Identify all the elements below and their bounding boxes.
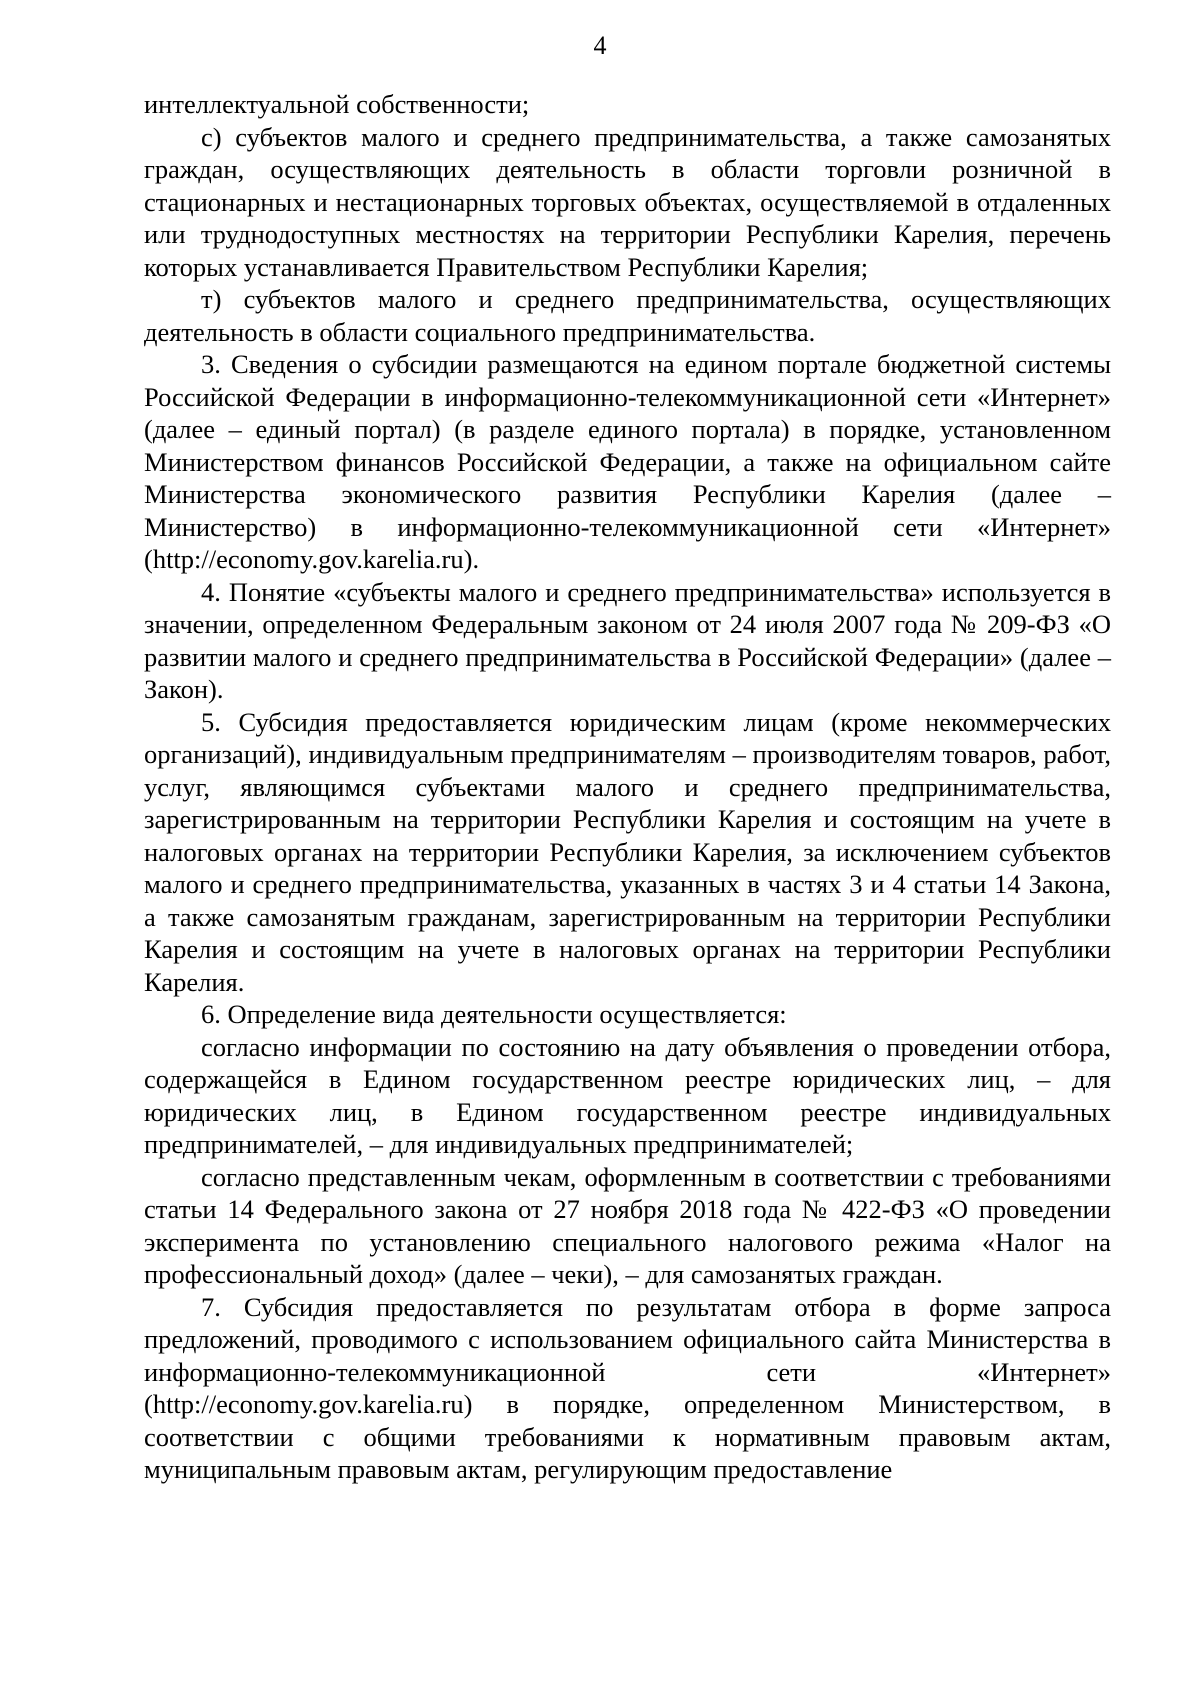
paragraph-5: 5. Субсидия предоставляется юридическим лицам (кроме некоммерческих организаций), индивидуальным предпринимателям – производителям товаров, работ, услуг, являющимся субъектами малого и среднего предпринимательства, зарегистрированным на территории Республики Карелия и состоящим на учете в налоговых органах на территории Республики Карелия, за исключением субъектов малого и среднего предпринимательства, указанных в частях 3 и 4 статьи 14 Закона, а также самозанятым гражданам, зарегистрированным на территории Республики Карелия и состоящим на учете в налоговых органах на территории Республики Карелия. bbox=[144, 706, 1111, 997]
paragraph-7: 7. Субсидия предоставляется по результатам отбора в форме запроса предложений, проводимого с использованием официального сайта Министерства в информационно-телекоммуникационной сети «Интернет» (http://economy.gov.karelia.ru) в порядке, определенном Министерством, в соответствии с общими требованиями к нормативным правовым актам, муниципальным правовым актам, регулирующим предоставление bbox=[144, 1291, 1111, 1484]
paragraph-3: 3. Сведения о субсидии размещаются на едином портале бюджетной системы Российской Федерации в информационно-телекоммуникационной сети «Интернет» (далее – единый портал) (в разделе единого портала) в порядке, установленном Министерством финансов Российской Федерации, а также на официальном сайте Министерства экономического развития Республики Карелия (далее – Министерство) в информационно-телекоммуникационной сети «Интернет» (http://economy.gov.karelia.ru). bbox=[144, 349, 1111, 574]
page-number: 4 bbox=[593, 31, 607, 60]
paragraph-4: 4. Понятие «субъекты малого и среднего предпринимательства» используется в значении, определенном Федеральным законом от 24 июля 2007 года № 209-ФЗ «О развитии малого и среднего предпринимательства в Российской Федерации» (далее – Закон). bbox=[144, 576, 1111, 704]
paragraph-6-legal-entities: согласно информации по состоянию на дату объявления о проведении отбора, содержащейся в Едином государственном реестре юридических лиц, – для юридических лиц, в Едином государственном реестре индивидуальных предпринимателей, – для индивидуальных предпринимателей; bbox=[144, 1031, 1111, 1159]
paragraph-item-t: т) субъектов малого и среднего предпринимательства, осуществляющих деятельность в области социального предпринимательства. bbox=[144, 284, 1111, 347]
document-body bbox=[144, 88, 1111, 1486]
paragraph-6-self-employed: согласно представленным чекам, оформленным в соответствии с требованиями статьи 14 Федерального закона от 27 ноября 2018 года № 422-ФЗ «О проведении эксперимента по установлению специального налогового режима «Налог на профессиональный доход» (далее – чеки), – для самозанятых граждан. bbox=[144, 1161, 1111, 1289]
paragraph-continuation: интеллектуальной собственности; bbox=[144, 89, 530, 119]
paragraph-item-s: с) субъектов малого и среднего предпринимательства, а также самозанятых граждан, осуществляющих деятельность в области торговли розничной в стационарных и нестационарных торговых объектах, осуществляемой в отдаленных или труднодоступных местностях на территории Республики Карелия, перечень которых устанавливается Правительством Республики Карелия; bbox=[144, 121, 1111, 282]
paragraph-6: 6. Определение вида деятельности осуществляется: bbox=[201, 999, 787, 1029]
